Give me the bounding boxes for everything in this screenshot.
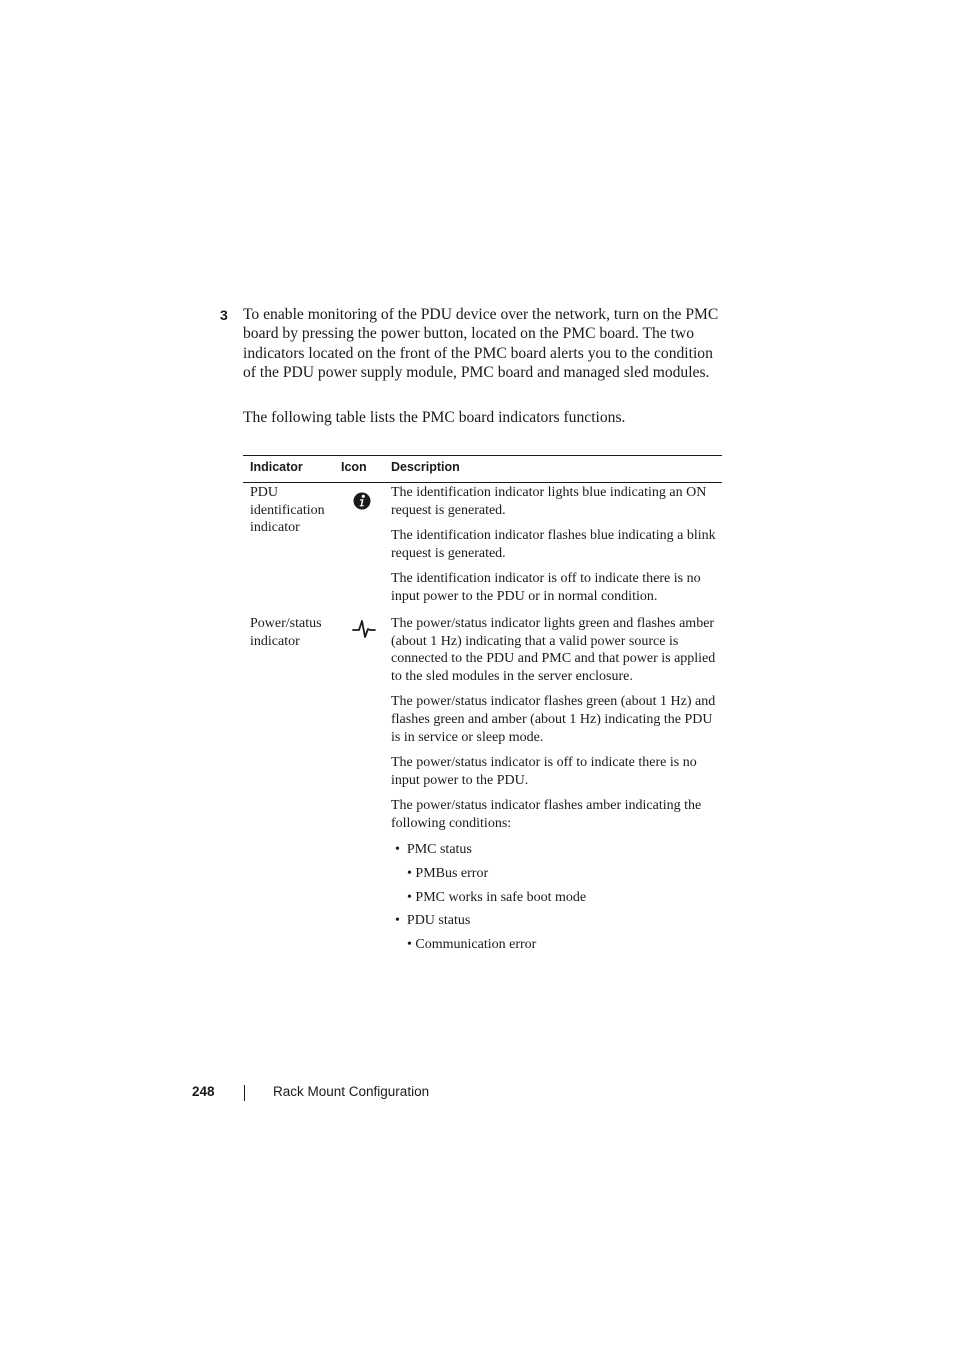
- description-paragraph: The power/status indicator lights green and flashes amber (about 1 Hz) indicating that a valid power source is connected to the PDU and PMC and that power is applied to the sled modules in the server enclosure.: [391, 616, 716, 684]
- table-header: [243, 455, 722, 483]
- chapter-title: Rack Mount Configuration: [273, 1084, 430, 1099]
- page-number: 248: [192, 1084, 215, 1099]
- list-item: • Communication error: [407, 937, 537, 953]
- indicator-name: Power/status indicator: [250, 616, 322, 649]
- list-item: • PMC works in safe boot mode: [407, 889, 587, 905]
- list-item: • PMBus error: [407, 865, 489, 881]
- list-item: • PDU status: [395, 913, 471, 929]
- description-cell: [391, 615, 721, 960]
- indicator-name: PDU identification indicator: [250, 485, 325, 536]
- description-cell: [391, 484, 721, 614]
- header-icon: Icon: [341, 460, 367, 474]
- info-icon: [352, 491, 372, 516]
- intro-paragraph: The following table lists the PMC board indicators functions.: [243, 409, 626, 426]
- step-text: To enable monitoring of the PDU device over the network, turn on the PMC board by pressing the power button, located on the PMC board. The two indicators located on the front of the PMC board alerts you to the condition of the PDU power supply module, PMC board and managed sled modules.: [243, 306, 719, 382]
- footer-divider: [244, 1085, 245, 1101]
- list-item: • PMC status: [395, 841, 472, 857]
- description-paragraph: The power/status indicator is off to indicate there is no input power to the PDU.: [391, 755, 697, 788]
- header-indicator: Indicator: [250, 460, 303, 474]
- description-paragraph: The power/status indicator flashes green (about 1 Hz) and flashes green and amber (about 1 Hz) indicating the PDU is in service or sleep mode.: [391, 694, 716, 745]
- description-paragraph: The identification indicator is off to indicate there is no input power to the PDU or in normal condition.: [391, 571, 701, 604]
- description-paragraph: The power/status indicator flashes amber indicating the following conditions:: [391, 798, 702, 831]
- header-description: Description: [391, 460, 460, 474]
- description-paragraph: The identification indicator flashes blue indicating a blink request is generated.: [391, 528, 716, 561]
- indicators-table: [243, 455, 722, 953]
- pulse-icon: [352, 618, 376, 645]
- description-paragraph: The identification indicator lights blue indicating an ON request is generated.: [391, 485, 707, 518]
- step-number: 3: [220, 307, 228, 323]
